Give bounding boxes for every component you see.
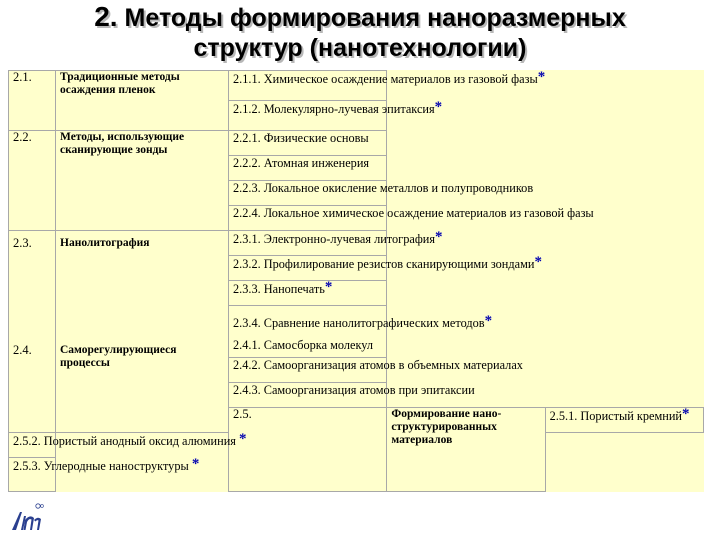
group-name: Нанолитография [60,237,150,249]
group-number: 2.2. [9,131,56,231]
list-item: 2.1.1. Химическое осаждение материалов из газовой фазы* [229,71,387,101]
star-mark: * [324,279,333,295]
title-number: 2. [94,1,118,32]
list-item: 2.1.2. Молекулярно-лучевая эпитаксия* [229,101,387,131]
institute-logo-icon [10,500,44,532]
title-line-1: Методы формирования наноразмерных [124,4,626,32]
list-item: 2.3.3. Нанопечать* [229,281,387,306]
group-number: 2.1. [9,71,56,131]
group-number: 2.5. [229,408,387,492]
star-mark: * [484,313,493,329]
star-mark: * [537,69,546,85]
group-name: Методы, использующие сканирующие зонды [56,131,229,231]
group-number-cell [9,231,56,433]
star-mark: * [239,431,247,447]
group-number: 2.3. [13,236,32,250]
list-item: 2.3.2. Профилирование резистов сканирующими зондами* [229,256,387,281]
list-item: 2.4.3. Самоорганизация атомов при эпитаксии [229,383,387,408]
list-item: 2.5.3. Углеродные наноструктуры * [9,458,56,492]
list-item: 2.4.2. Самоорганизация атомов в объемных материалах [229,358,387,383]
star-mark: * [534,254,542,270]
list-item: 2.3.1. Электронно-лучевая литография* [229,231,387,256]
table-row [9,231,704,256]
title-line-2: структур (нанотехнологии) [193,34,527,62]
star-mark: * [191,456,200,472]
star-mark: * [435,229,443,245]
group-name-cell [56,231,229,433]
list-item-pair [229,306,493,358]
table-row [9,131,704,156]
star-mark: * [434,99,443,115]
methods-table [8,70,704,492]
list-item: 2.2.2. Атомная инженерия [229,156,387,181]
list-item: 2.5.1. Пористый кремний* [545,408,703,433]
list-item: 2.4.1. Самосборка молекул [233,338,374,352]
group-name: Традиционные методы осаждения пленок [56,71,229,131]
list-item: 2.5.2. Пористый анодный оксид алюминия * [9,433,56,458]
page-title [0,2,720,63]
list-item: 2.3.4. Сравнение нанолитографических методов [233,316,485,330]
group-name: Формирование нано-структурированных материалов [387,408,545,492]
list-item: 2.2.1. Физические основы [229,131,387,156]
list-item: 2.2.3. Локальное окисление металлов и полупроводников [229,181,387,206]
group-number: 2.4. [13,343,32,357]
list-item: 2.2.4. Локальное химическое осаждение материалов из газовой фазы [229,206,387,231]
star-mark: * [682,406,690,422]
group-name: Саморегулирующиеся процессы [60,344,177,369]
table-row [9,71,704,101]
